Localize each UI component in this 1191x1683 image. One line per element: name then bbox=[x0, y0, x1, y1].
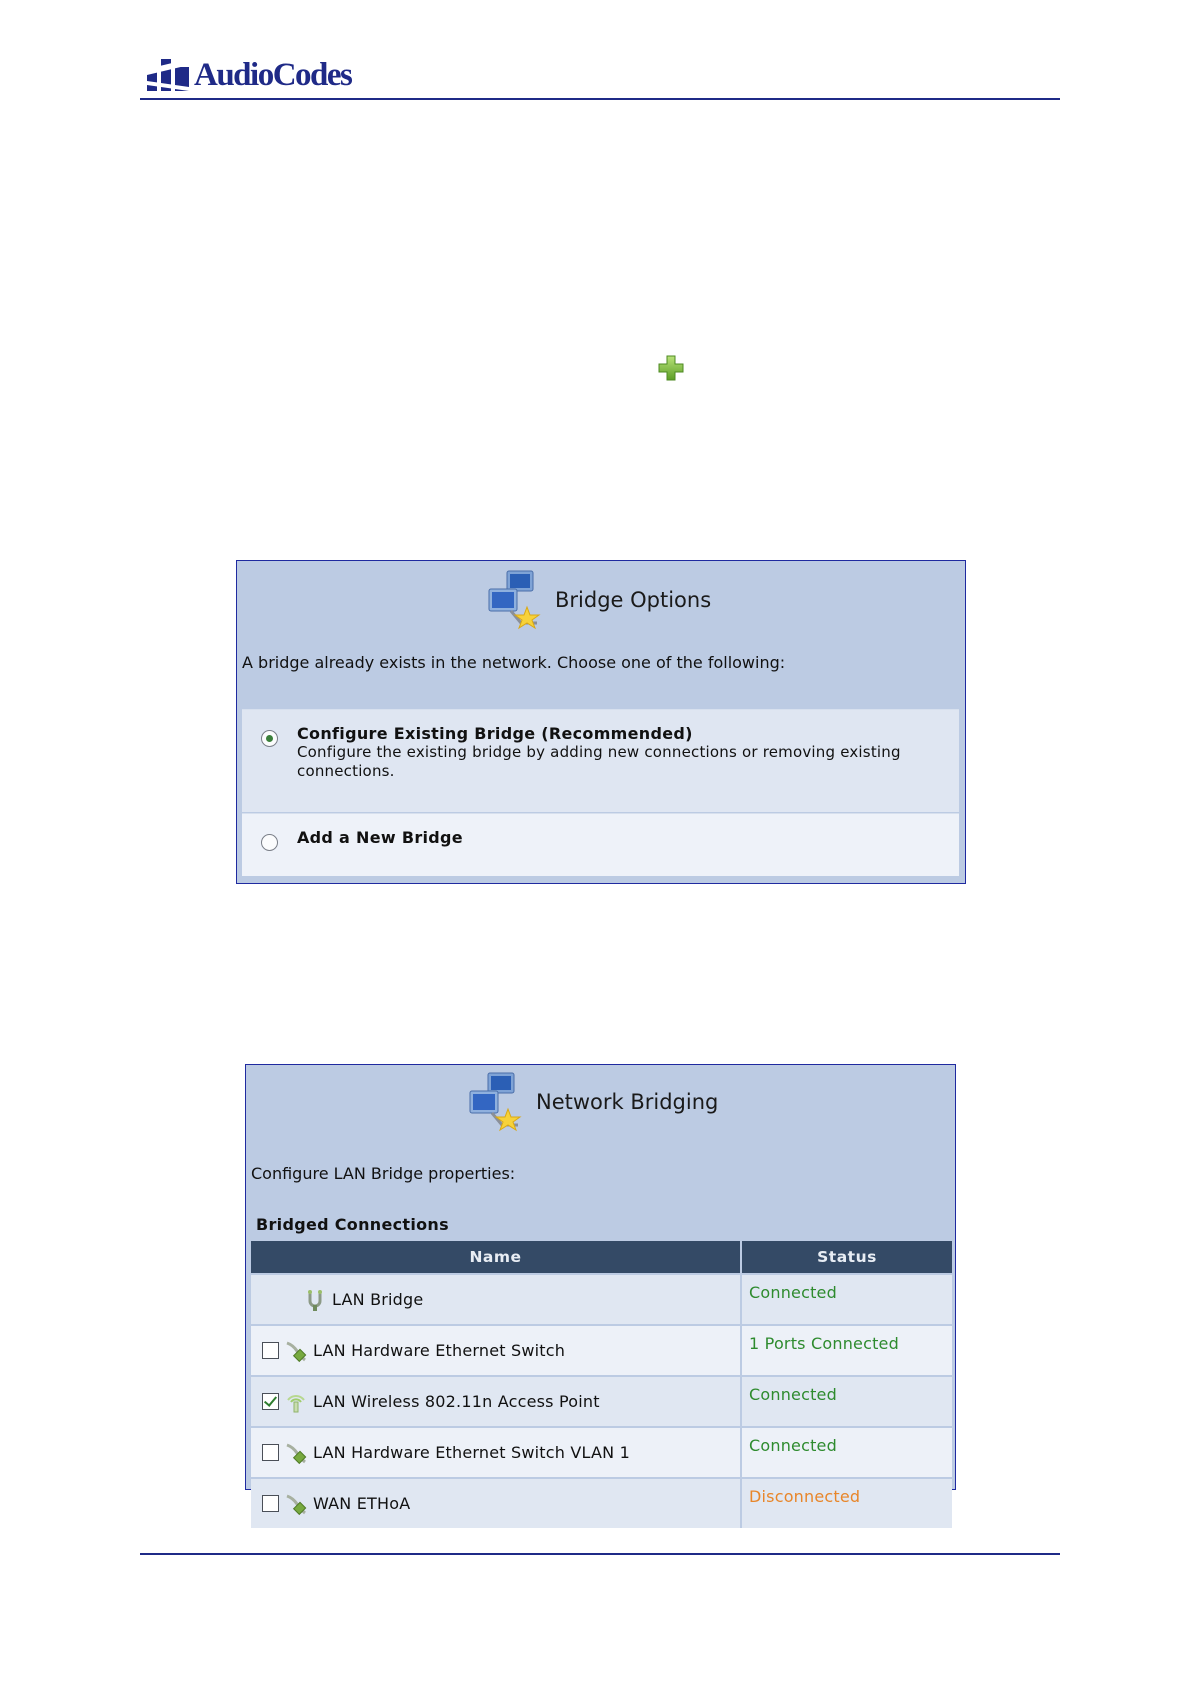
bridged-connections-label: Bridged Connections bbox=[256, 1215, 449, 1234]
table-row bbox=[251, 1427, 952, 1478]
configure-existing-label: Configure Existing Bridge (Recommended) bbox=[297, 724, 693, 743]
bridge-options-title: Bridge Options bbox=[555, 588, 712, 612]
name-cell bbox=[251, 1376, 741, 1427]
column-header-status: Status bbox=[741, 1241, 952, 1274]
configure-existing-description: Configure the existing bridge by adding new connections or removing existing connections. bbox=[297, 743, 901, 780]
row-status: Connected bbox=[741, 1274, 952, 1325]
bridged-connections-table bbox=[251, 1241, 952, 1528]
table-row bbox=[251, 1478, 952, 1528]
row-status: Disconnected bbox=[741, 1478, 952, 1528]
network-bridging-title: Network Bridging bbox=[536, 1090, 719, 1114]
audiocodes-logo bbox=[145, 55, 351, 95]
row-name: LAN Hardware Ethernet Switch VLAN 1 bbox=[313, 1443, 631, 1462]
add-new-bridge-label: Add a New Bridge bbox=[297, 828, 463, 847]
add-new-bridge-radio[interactable] bbox=[261, 834, 278, 851]
row-checkbox[interactable] bbox=[262, 1393, 279, 1410]
name-cell bbox=[251, 1274, 741, 1325]
network-bridging-description: Configure LAN Bridge properties: bbox=[251, 1164, 516, 1183]
footer-rule bbox=[140, 1553, 1060, 1555]
row-checkbox[interactable] bbox=[262, 1342, 279, 1359]
network-computer-icon bbox=[462, 1069, 528, 1135]
configure-existing-radio[interactable] bbox=[261, 730, 278, 747]
table-row bbox=[251, 1274, 952, 1325]
network-bridging-header bbox=[462, 1069, 718, 1135]
row-status: 1 Ports Connected bbox=[741, 1325, 952, 1376]
bridge-options-description: A bridge already exists in the network. Choose one of the following: bbox=[242, 653, 786, 672]
name-cell bbox=[251, 1478, 741, 1528]
row-status: Connected bbox=[741, 1376, 952, 1427]
header-rule bbox=[140, 98, 1060, 100]
column-header-name: Name bbox=[251, 1241, 741, 1274]
wireless-icon bbox=[284, 1390, 308, 1414]
row-name: LAN Bridge bbox=[332, 1290, 424, 1309]
table-row bbox=[251, 1376, 952, 1427]
row-checkbox[interactable] bbox=[262, 1444, 279, 1461]
row-name: WAN ETHoA bbox=[313, 1494, 411, 1513]
bridge-options-panel bbox=[236, 560, 966, 884]
name-cell bbox=[251, 1325, 741, 1376]
name-cell bbox=[251, 1427, 741, 1478]
network-bridging-panel bbox=[245, 1064, 956, 1513]
network-computer-icon bbox=[481, 567, 547, 633]
table-row bbox=[251, 1325, 952, 1376]
bridge-options-header bbox=[481, 567, 711, 633]
ethernet-cable-icon bbox=[284, 1492, 308, 1516]
row-name: LAN Wireless 802.11n Access Point bbox=[313, 1392, 600, 1411]
option-configure-existing[interactable] bbox=[242, 709, 959, 812]
table-header-row bbox=[251, 1241, 952, 1274]
bridge-icon bbox=[303, 1288, 327, 1312]
row-checkbox[interactable] bbox=[262, 1495, 279, 1512]
ethernet-cable-icon bbox=[284, 1441, 308, 1465]
plus-icon bbox=[658, 355, 684, 381]
ethernet-cable-icon bbox=[284, 1339, 308, 1363]
option-add-new[interactable] bbox=[242, 813, 959, 876]
audiocodes-logo-icon bbox=[145, 57, 191, 93]
logo-text: AudioCodes bbox=[194, 57, 352, 93]
row-status: Connected bbox=[741, 1427, 952, 1478]
row-name: LAN Hardware Ethernet Switch bbox=[313, 1341, 566, 1360]
